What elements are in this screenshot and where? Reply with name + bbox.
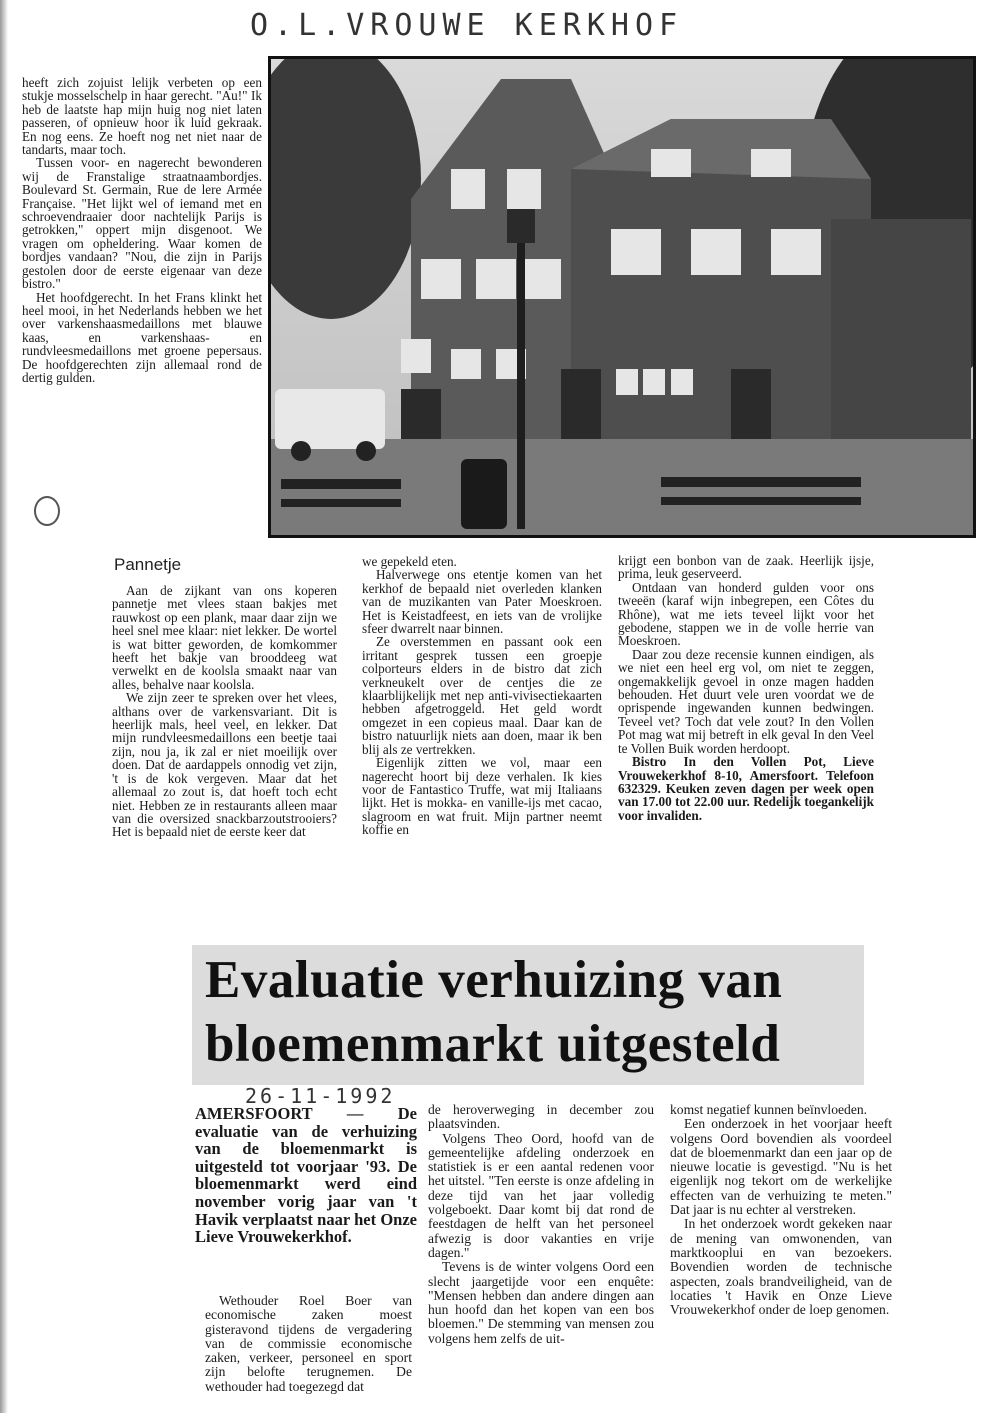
paragraph: we gepekeld eten. <box>362 554 457 569</box>
paragraph: In het onderzoek wordt gekeken naar de mening van omwonenden, van marktkooplui en van bezoekers. Bovendien worden de technische aspecten, zoals brandveiligheid, van de locaties 't Havik en Onze Lieve Vrouwekerkhof onder de loep genomen. <box>670 1216 892 1318</box>
paragraph: Ontdaan van honderd gulden voor ons tweeën (karaf wijn inbegrepen, een Côtes du Rhône), wat me iets teveel lijkt voor het gebodene, stappen we in de volle herrie van Moeskroen. <box>618 579 874 649</box>
paragraph: Eigenlijk zitten we vol, maar een nagerecht hoort bij deze verhalen. Ik kies voor de Fantastico Truffe, wat mij Italiaans lijkt. Het is mokka- en vanille-ijs met cacao, slagroom en wat fruit. Mijn partner neemt koffie en <box>362 755 602 838</box>
news-photo-bistro-building <box>268 56 976 538</box>
paragraph: heeft zich zojuist lelijk verbeten op een stukje mosselschelp in haar gerecht. "Au!" Ik heb de laatste hap mijn huig nog niet laten passeren, of opnieuw hoor ik luid gekraak. En nog eens. Ze hoeft nog net niet naar de tandarts, maar toch. <box>22 75 262 158</box>
paragraph: Volgens Theo Oord, hoofd van de gemeentelijke afdeling onderzoek en statistiek is er een aantal redenen voor het uitstel. "Ten eerste is onze afdeling in deze tijd van het jaar volledig volgeboekt. Daar komt bij dat rond de feestdagen de helft van het personeel afwezig is door vakanties en vrije dagen." <box>428 1130 654 1260</box>
photo-illustration <box>271 59 973 535</box>
article-column-2 <box>428 1103 654 1346</box>
article-lead <box>195 1105 417 1246</box>
paragraph: krijgt een bonbon van de zaak. Heerlijk ijsje, prima, leuk geserveerd. <box>618 553 874 582</box>
paragraph: komst negatief kunnen beïnvloeden. <box>670 1102 868 1117</box>
handwritten-title-note: O.L.VROUWE KERKHOF <box>250 8 684 43</box>
paragraph: de heroverweging in december zou plaatsvinden. <box>428 1102 654 1132</box>
article-headline-line-2: bloemenmarkt uitgesteld <box>205 1015 781 1073</box>
article-headline-line-1: Evaluatie verhuizing van <box>205 951 783 1009</box>
review-column-2 <box>112 584 337 839</box>
paragraph: Wethouder Roel Boer van economische zaken moest gisteravond tijdens de vergadering van de commissie economische zaken, verkeer, personeel en sport zijn belofte terugnemen. De wethouder had toegezegd dat <box>205 1293 412 1394</box>
paragraph: Halverwege ons etentje komen van het kerkhof de bepaald niet overleden klanken van de muzikanten van Pater Moeskroen. Het is Keistadfeest, en iets van de vrolijke sfeer dwarrelt naar binnen. <box>362 567 602 637</box>
review-subhead: Pannetje <box>114 555 182 574</box>
paragraph: Een onderzoek in het voorjaar heeft volgens Oord bovendien als voordeel dat de bloemenmarkt dan een jaar op de nieuwe locatie is gevestigd. "Nu is het eigenlijk nog tekort om de werkelijke effecten van de verhuizing te meten." Dat jaar is nu echter al verstreken. <box>670 1116 892 1218</box>
punch-hole <box>34 496 60 526</box>
article-lead-text: AMERSFOORT — De evaluatie van de verhuizing van de bloemenmarkt is uitgesteld tot voorjaar '93. De bloemenmarkt werd eind november vorig jaar van 't Havik verplaatst naar het Onze Lieve Vrouwekerkhof. <box>195 1104 417 1247</box>
paragraph: Aan de zijkant van ons koperen pannetje met vlees staan bakjes met rauwkost op een plank, maar daar zijn we heel snel mee klaar: niet lekker. De wortel is wat bitter geworden, de komkommer heeft het bakje van brooddeeg wat verwelkt en de koolsla smaakt naar van alles, behalve naar koolsla. <box>112 583 337 692</box>
scan-edge-shadow <box>0 0 8 1413</box>
handwritten-date-note: 26-11-1992 <box>245 1084 396 1108</box>
article-column-3 <box>670 1103 892 1317</box>
paragraph: Tussen voor- en nagerecht bewonderen wij de Franstalige straatnaambordjes. Boulevard St. Germain, Rue de lere Armée Française. "Het lijkt wel of iemand met en schroevendraaier door nachtelijk Parijs is getrokken," oppert mijn disgenoot. We vragen om opheldering. Waar komen de bordjes vandaan? "Nou, die zijn in Parijs gestolen door de eerste eigenaar van deze bistro." <box>22 155 262 292</box>
paragraph: Tevens is de winter volgens Oord een slecht jaargetijde voor een enquête: "Mensen hebben dan andere dingen aan hun hoofd dan het kopen van een bos bloemen." De stemming van mensen zou volgens hem zelfs de uit- <box>428 1259 654 1346</box>
restaurant-info: Bistro In den Vollen Pot, Lieve Vrouwekerkhof 8-10, Amersfoort. Telefoon 632329. Keuken zeven dagen per week open van 17.00 tot 22.00 uur. Redelijk toegankelijk voor invaliden. <box>618 754 874 823</box>
paragraph: Het hoofdgerecht. In het Frans klinkt het heel mooi, in het Nederlands hebben we het over varkenshaasmedaillons met blauwe kaas, en varkenshaas- en rundvleesmedaillons met groene pepersaus. De hoofdgerechten zijn allemaal rond de dertig gulden. <box>22 289 262 385</box>
review-column-3 <box>362 555 602 837</box>
paragraph: We zijn zeer te spreken over het vlees, althans over de varkensvariant. Dit is heerlijk mals, heel veel, en lekker. Dat mijn rundvleesmedaillons een beetje taai zijn, nou ja, ik zal er niet moeilijk over doen. Dat de aardappels onnodig vet zijn, 't is de kok vergeven. Maar dat het allemaal zo zout is, dat hoeft toch echt niet. Hebben ze in restaurants alleen maar van die oversized snackbarzoutstrooiers? Het is bepaald niet de eerste keer dat <box>112 690 337 840</box>
review-column-4 <box>618 554 874 822</box>
paragraph: Daar zou deze recensie kunnen eindigen, als we niet een heel erg vol, om niet te zeggen, ongemakkelijk gevoel in onze magen hadden behouden. Het duurt vele uren voordat we de oprispende ingewanden kunnen bedwingen. Teveel vet? Toch dat vele zout? In den Vollen Pot mag wat mij betreft in elk geval In den Veel te Vollen Buik worden herdoopt. <box>618 646 874 756</box>
article-column-1 <box>205 1294 412 1394</box>
review-column-1 <box>22 76 262 384</box>
paragraph: Ze overstemmen en passant ook een irritant gesprek tussen een groepje colporteurs elders in de bistro dat zich verkneukelt over de centjes die ze klaarblijkelijk met nep anti-vivisectiekaarten hebben afgetroggeld. Het geld wordt omgezet in een copieus maal. Daar kan de bistro natuurlijk niets aan doen, maar ik ben blij als ze vertrekken. <box>362 634 602 757</box>
